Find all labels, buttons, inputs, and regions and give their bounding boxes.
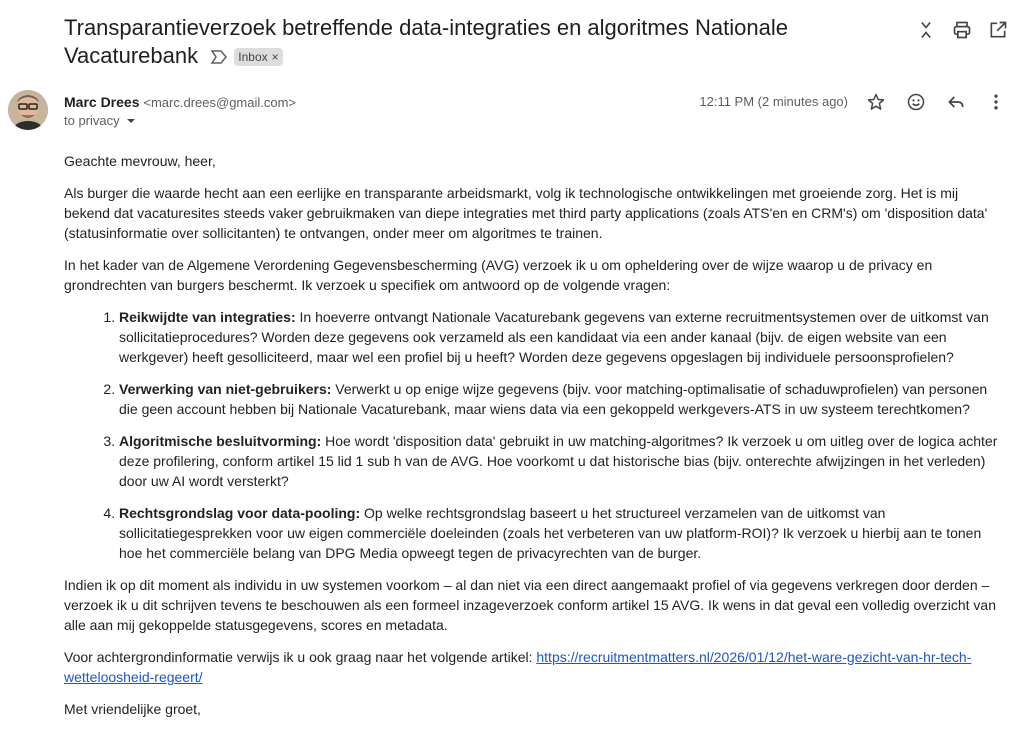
- list-item: [119, 307, 1004, 367]
- message-actions: [864, 90, 1008, 114]
- add-reaction-button[interactable]: [904, 90, 928, 114]
- importance-marker-icon[interactable]: [210, 50, 228, 64]
- inbox-label-chip[interactable]: [234, 48, 282, 66]
- recipients-toggle[interactable]: [64, 113, 136, 128]
- sender-email: <marc.drees@gmail.com>: [143, 95, 297, 110]
- greeting: Geachte mevrouw, heer,: [64, 153, 216, 169]
- closing: Met vriendelijke groet,: [64, 701, 201, 717]
- list-item-title: Rechtsgrondslag voor data-pooling:: [119, 505, 361, 521]
- list-item-text: In hoeverre ontvangt Nationale Vacaturebank gegevens van externe recruitmentsystemen over de uitkomst van sollicitatieprocedures? Worden deze gegevens ook verzameld als een kandidaat via een ander kanaal (bijv. de eigen website van een werkgever) heeft gesolliciteerd, maar wel een profiel bij u heeft? Worden deze gegevens opgeslagen bij individuele persoonsprofielen?: [119, 309, 989, 365]
- star-icon: [866, 92, 886, 112]
- emoji-icon: [906, 92, 926, 112]
- email-subject: [64, 14, 884, 70]
- recipients-label: to privacy: [64, 113, 120, 128]
- print-button[interactable]: [950, 18, 974, 42]
- avatar[interactable]: [8, 90, 48, 130]
- subject-labels: [210, 48, 282, 66]
- message-time: 12:11 PM (2 minutes ago): [699, 94, 848, 109]
- body-paragraph-4: [64, 647, 1004, 687]
- list-item-text: Hoe wordt 'disposition data' gebruikt in uw matching-algoritmes? Ik verzoek u om uitleg over de logica achter deze profilering, conform artikel 15 lid 1 sub h van de AVG. Hoe voorkomt u dat historische bias (bijv. onterechte afwijzingen in het verleden) door uw AI wordt versterkt?: [119, 433, 998, 489]
- remove-label-button[interactable]: ×: [271, 50, 279, 65]
- list-item: [119, 379, 1004, 419]
- question-list: [64, 307, 1004, 563]
- list-item-title: Verwerking van niet-gebruikers:: [119, 381, 332, 397]
- more-options-button[interactable]: [984, 90, 1008, 114]
- list-item: [119, 431, 1004, 491]
- chevron-down-icon: [126, 116, 136, 126]
- sender-info: [64, 93, 296, 112]
- list-item-title: Algoritmische besluitvorming:: [119, 433, 322, 449]
- open-new-window-button[interactable]: [986, 18, 1010, 42]
- reply-icon: [946, 92, 966, 112]
- body-paragraph-3: Indien ik op dit moment als individu in uw systemen voorkom – al dan niet via een direct aangemaakt profiel of via gegevens verkregen door derden – verzoek ik u dit schrijven tevens te beschouwen als een formeel inzageverzoek conform artikel 15 AVG. Ik wens in dat geval een volledig overzicht van alle aan mij gekoppelde statusgegevens, scores en metadata.: [64, 577, 997, 633]
- thread-actions: [914, 18, 1010, 42]
- body-paragraph-2: In het kader van de Algemene Verordening Gegevensbescherming (AVG) verzoek ik u om opheldering over de wijze waarop u de privacy en grondrechten van burgers beschermt. Ik verzoek u specifiek om antwoord op de volgende vragen:: [64, 257, 933, 293]
- star-button[interactable]: [864, 90, 888, 114]
- list-item-text: Op welke rechtsgrondslag baseert u het structureel verzamelen van de uitkomst van sollicitatiegesprekken voor uw eigen commerciële doeleinden (zoals het verbeteren van uw platform-ROI)? Ik verzoek u hierbij aan te tonen hoe het commerciële belang van DPG Media opweegt tegen de privacyrechten van de burger.: [119, 505, 982, 561]
- list-item-title: Reikwijdte van integraties:: [119, 309, 296, 325]
- list-item: [119, 503, 1004, 563]
- link-intro: Voor achtergrondinformatie verwijs ik u ook graag naar het volgende artikel:: [64, 649, 537, 665]
- article-link[interactable]: https://recruitmentmatters.nl/2026/01/12/het-ware-gezicht-van-hr-tech-wetteloosheid-regeert/: [64, 649, 972, 685]
- sender-name[interactable]: Marc Drees: [64, 94, 140, 110]
- inbox-label-text: Inbox: [238, 50, 268, 65]
- reply-button[interactable]: [944, 90, 968, 114]
- body-paragraph-1: Als burger die waarde hecht aan een eerlijke en transparante arbeidsmarkt, volg ik technologische ontwikkelingen met groeiende zorg. Het is mij bekend dat vacaturesites steeds vaker gebruikmaken van diepe integraties met third party applications (zoals ATS'en en CRM's) om 'disposition data' (statusinformatie over sollicitanten) te ontvangen, onder meer om algoritmes te trainen.: [64, 185, 988, 241]
- more-vert-icon: [986, 92, 1006, 112]
- subject-title: Transparantieverzoek betreffende data-integraties en algoritmes Nationale Vacaturebank: [64, 15, 788, 68]
- print-icon: [952, 20, 972, 40]
- unfold-icon: [916, 20, 936, 40]
- list-item-text: Verwerkt u op enige wijze gegevens (bijv. voor matching-optimalisatie of schaduwprofielen) van personen die geen account hebben bij Nationale Vacaturebank, maar wiens data via een gekoppeld werkgevers-ATS in uw systeem terechtkomen?: [119, 381, 988, 417]
- message-body: [64, 151, 1004, 731]
- avatar-image: [8, 90, 48, 130]
- expand-all-button[interactable]: [914, 18, 938, 42]
- open-new-window-icon: [988, 20, 1008, 40]
